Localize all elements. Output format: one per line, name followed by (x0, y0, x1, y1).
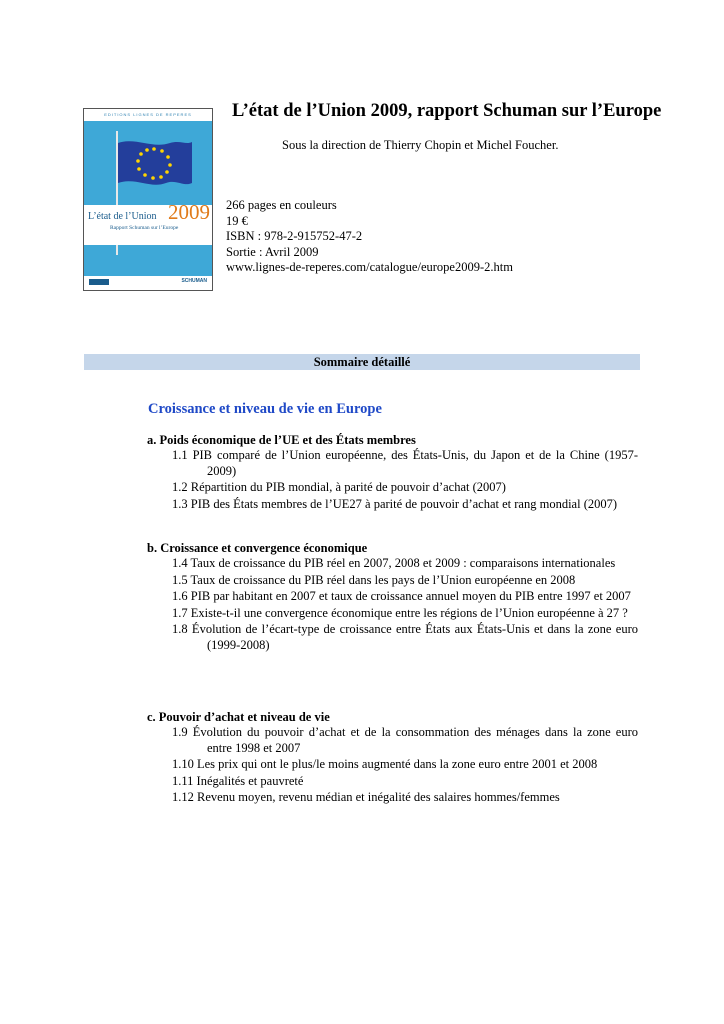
cover-year: 2009 (168, 200, 210, 224)
group-heading-b: b. Croissance et convergence économique (147, 541, 368, 555)
publisher-logo-icon (89, 279, 109, 285)
section-title: Croissance et niveau de vie en Europe (148, 401, 382, 417)
toc-item: 1.10 Les prix qui ont le plus/le moins augmenté dans la zone euro entre 2001 et 2008 (172, 757, 598, 771)
eu-flag-icon (118, 139, 192, 187)
book-title: L’état de l’Union 2009, rapport Schuman sur l’Europe (232, 101, 662, 121)
book-price: 19 € (226, 213, 248, 228)
summary-heading: Sommaire détaillé (84, 354, 640, 370)
book-metadata (226, 198, 513, 276)
book-release: Sortie : Avril 2009 (226, 244, 319, 259)
group-heading-c: c. Pouvoir d’achat et niveau de vie (147, 710, 330, 724)
toc-item: 1.4 Taux de croissance du PIB réel en 2007, 2008 et 2009 : comparaisons internationales (172, 556, 616, 570)
cover-publisher: EDITIONS LIGNES DE REPERES (104, 112, 192, 117)
foundation-logo: SCHUMAN (181, 278, 207, 284)
toc-item: 1.3 PIB des États membres de l’UE27 à parité de pouvoir d’achat et rang mondial (2007) (172, 496, 618, 511)
book-isbn: ISBN : 978-2-915752-47-2 (226, 229, 363, 243)
toc-item: 1.1 PIB comparé de l’Union européenne, des États-Unis, du Japon et de la Chine (1957-2009) (172, 448, 638, 478)
book-url[interactable]: www.lignes-de-reperes.com/catalogue/europe2009-2.htm (226, 260, 513, 274)
toc-item: 1.6 PIB par habitant en 2007 et taux de croissance annuel moyen du PIB entre 1997 et 2007 (172, 589, 631, 603)
toc-item: 1.9 Évolution du pouvoir d’achat et de la consommation des ménages dans la zone euro entre 1998 et 2007 (172, 725, 638, 755)
cover-title: L’état de l’Union (88, 211, 157, 222)
toc-item: 1.5 Taux de croissance du PIB réel dans les pays de l’Union européenne en 2008 (172, 572, 576, 587)
toc-item: 1.2 Répartition du PIB mondial, à parité de pouvoir d’achat (2007) (172, 480, 506, 494)
group-items-c (172, 725, 638, 807)
group-items-a (172, 448, 638, 513)
toc-item: 1.12 Revenu moyen, revenu médian et inégalité des salaires hommes/femmes (172, 790, 560, 804)
toc-item: 1.8 Évolution de l’écart-type de croissance entre États aux États-Unis et dans la zone euro (1999-2008) (172, 622, 638, 652)
toc-item: 1.7 Existe-t-il une convergence économique entre les régions de l’Union européenne à 27 ? (172, 605, 628, 620)
cover-subtitle: Rapport Schuman sur l’Europe (110, 225, 179, 231)
group-items-b (172, 556, 638, 654)
toc-item: 1.11 Inégalités et pauvreté (172, 773, 304, 788)
group-heading-a: a. Poids économique de l’UE et des États membres (147, 433, 416, 447)
book-editors: Sous la direction de Thierry Chopin et Michel Foucher. (282, 138, 559, 152)
book-cover (83, 108, 213, 291)
book-pages: 266 pages en couleurs (226, 198, 337, 212)
